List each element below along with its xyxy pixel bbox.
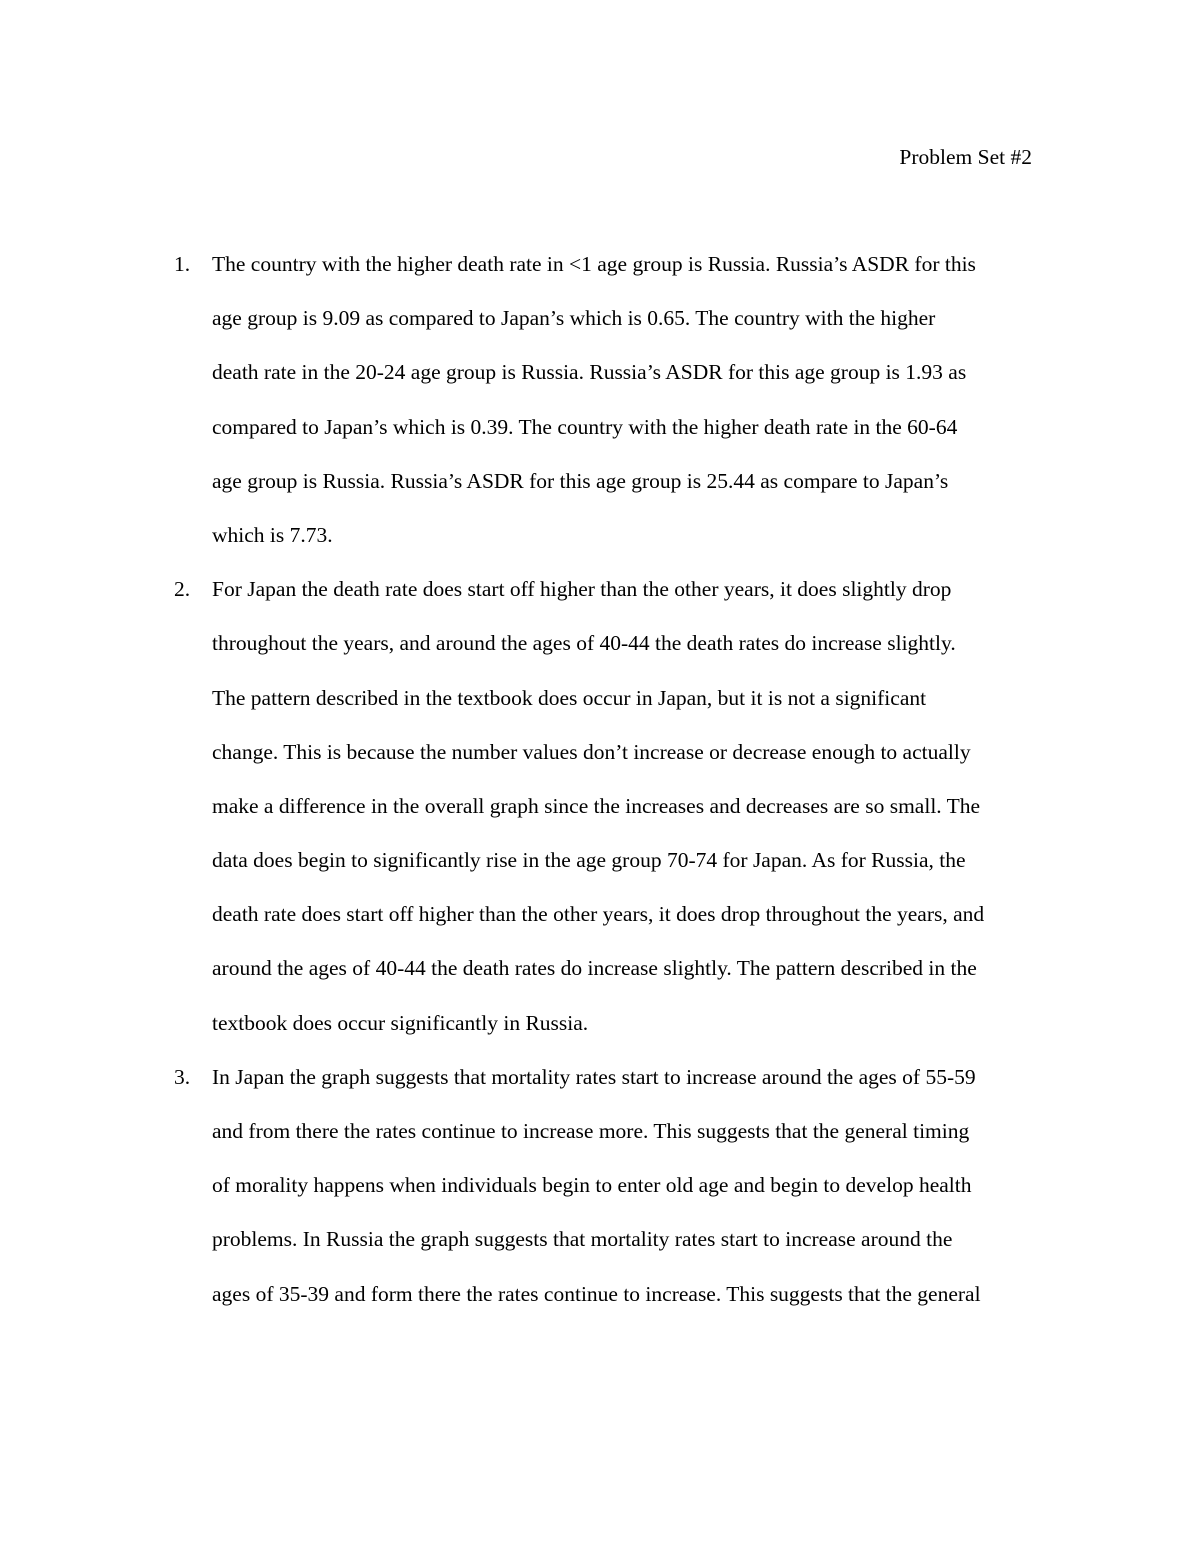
text-line: of morality happens when individuals begin to enter old age and begin to develop health [212,1173,972,1198]
text-line: around the ages of 40-44 the death rates do increase slightly. The pattern described in the [212,956,977,981]
text-line: throughout the years, and around the ages of 40-44 the death rates do increase slightly. [212,631,956,656]
list-item [0,562,1200,1050]
text-line: death rate does start off higher than the other years, it does drop throughout the years, and [212,902,985,927]
answer-list [0,237,1200,1321]
text-line: data does begin to significantly rise in the age group 70-74 for Japan. As for Russia, the [212,848,966,873]
list-item-number: 3. [174,1064,191,1089]
page-header-title: Problem Set #2 [899,145,1032,169]
list-item-number: 1. [174,252,191,276]
text-line: death rate in the 20-24 age group is Russia. Russia’s ASDR for this age group is 1.93 as [212,360,967,385]
text-line: ages of 35-39 and form there the rates continue to increase. This suggests that the general [212,1281,981,1306]
list-item-text [212,237,1062,562]
text-line: which is 7.73. [212,522,333,547]
list-item-text [212,562,1062,1050]
list-item [0,237,1200,562]
text-line: textbook does occur significantly in Russia. [212,1010,589,1035]
text-line: and from there the rates continue to increase more. This suggests that the general timing [212,1119,970,1143]
text-line: make a difference in the overall graph since the increases and decreases are so small. The [212,793,981,818]
text-line: For Japan the death rate does start off higher than the other years, it does slightly drop [212,577,952,602]
text-line: compared to Japan’s which is 0.39. The country with the higher death rate in the 60-64 [212,414,958,439]
text-line: age group is Russia. Russia’s ASDR for this age group is 25.44 as compare to Japan’s [212,468,949,493]
list-item [0,1050,1200,1321]
text-line: The pattern described in the textbook does occur in Japan, but it is not a significant [212,685,927,710]
list-item-text [212,1050,1062,1321]
text-line: problems. In Russia the graph suggests that mortality rates start to increase around the [212,1227,953,1252]
text-line: The country with the higher death rate in <1 age group is Russia. Russia’s ASDR for this [212,252,976,276]
text-line: age group is 9.09 as compared to Japan’s which is 0.65. The country with the higher [212,306,936,331]
list-item-number: 2. [174,577,191,602]
text-line: change. This is because the number values don’t increase or decrease enough to actually [212,739,971,764]
text-line: In Japan the graph suggests that mortality rates start to increase around the ages of 55-59 [212,1064,976,1089]
